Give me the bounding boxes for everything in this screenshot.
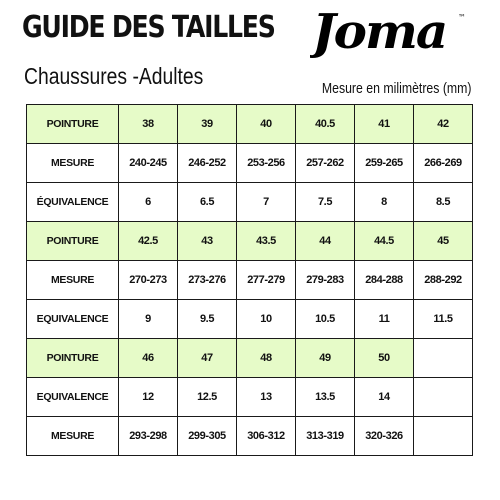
table-cell: 47 [178,339,237,378]
table-cell: 273-276 [178,261,237,300]
row-label: EQUIVALENCE [27,378,119,417]
table-row [27,339,473,378]
table-cell: 39 [178,105,237,144]
table-cell: 270-273 [119,261,178,300]
table-cell: 45 [414,222,473,261]
empty-cell [414,378,473,417]
table-cell: 8 [355,183,414,222]
table-cell: 14 [355,378,414,417]
table-row [27,222,473,261]
svg-text:™: ™ [458,13,466,22]
table-cell: 13.5 [296,378,355,417]
table-cell: 11.5 [414,300,473,339]
table-cell: 6 [119,183,178,222]
table-cell: 10 [237,300,296,339]
table-cell: 293-298 [119,417,178,456]
table-cell: 9.5 [178,300,237,339]
row-label: MESURE [27,261,119,300]
table-cell: 8.5 [414,183,473,222]
table-cell: 12.5 [178,378,237,417]
table-cell: 7.5 [296,183,355,222]
table-cell: 11 [355,300,414,339]
row-label: MESURE [27,144,119,183]
subtitle: Chaussures -Adultes [24,63,204,89]
table-cell: 313-319 [296,417,355,456]
joma-logo-mark [310,6,475,62]
table-cell: 320-326 [355,417,414,456]
size-table [26,104,473,456]
table-row [27,300,473,339]
size-table-container [26,104,473,456]
table-cell: 9 [119,300,178,339]
table-cell: 44 [296,222,355,261]
page-title: GUIDE DES TAILLES [22,10,275,45]
table-cell: 12 [119,378,178,417]
row-label: POINTURE [27,222,119,261]
table-cell: 266-269 [414,144,473,183]
table-cell: 259-265 [355,144,414,183]
table-cell: 246-252 [178,144,237,183]
table-cell: 41 [355,105,414,144]
size-table-body [27,105,473,456]
table-cell: 42 [414,105,473,144]
table-row [27,261,473,300]
empty-cell [414,339,473,378]
table-cell: 279-283 [296,261,355,300]
table-cell: 43 [178,222,237,261]
table-cell: 49 [296,339,355,378]
table-cell: 40.5 [296,105,355,144]
table-cell: 284-288 [355,261,414,300]
table-row [27,105,473,144]
table-cell: 6.5 [178,183,237,222]
table-cell: 48 [237,339,296,378]
table-cell: 277-279 [237,261,296,300]
table-cell: 46 [119,339,178,378]
table-cell: 38 [119,105,178,144]
table-cell: 10.5 [296,300,355,339]
row-label: POINTURE [27,339,119,378]
table-cell: 7 [237,183,296,222]
table-cell: 306-312 [237,417,296,456]
table-cell: 43.5 [237,222,296,261]
table-row [27,144,473,183]
table-cell: 240-245 [119,144,178,183]
unit-note: Mesure en milimètres (mm) [322,80,472,97]
row-label: POINTURE [27,105,119,144]
svg-text:Joma: Joma [312,6,447,60]
table-cell: 288-292 [414,261,473,300]
table-cell: 253-256 [237,144,296,183]
table-row [27,417,473,456]
table-row [27,183,473,222]
table-cell: 299-305 [178,417,237,456]
table-row [27,378,473,417]
table-cell: 42.5 [119,222,178,261]
empty-cell [414,417,473,456]
row-label: EQUIVALENCE [27,300,119,339]
table-cell: 13 [237,378,296,417]
table-cell: 257-262 [296,144,355,183]
table-cell: 44.5 [355,222,414,261]
table-cell: 50 [355,339,414,378]
row-label: MESURE [27,417,119,456]
table-cell: 40 [237,105,296,144]
joma-logo [310,6,475,62]
row-label: ÉQUIVALENCE [27,183,119,222]
